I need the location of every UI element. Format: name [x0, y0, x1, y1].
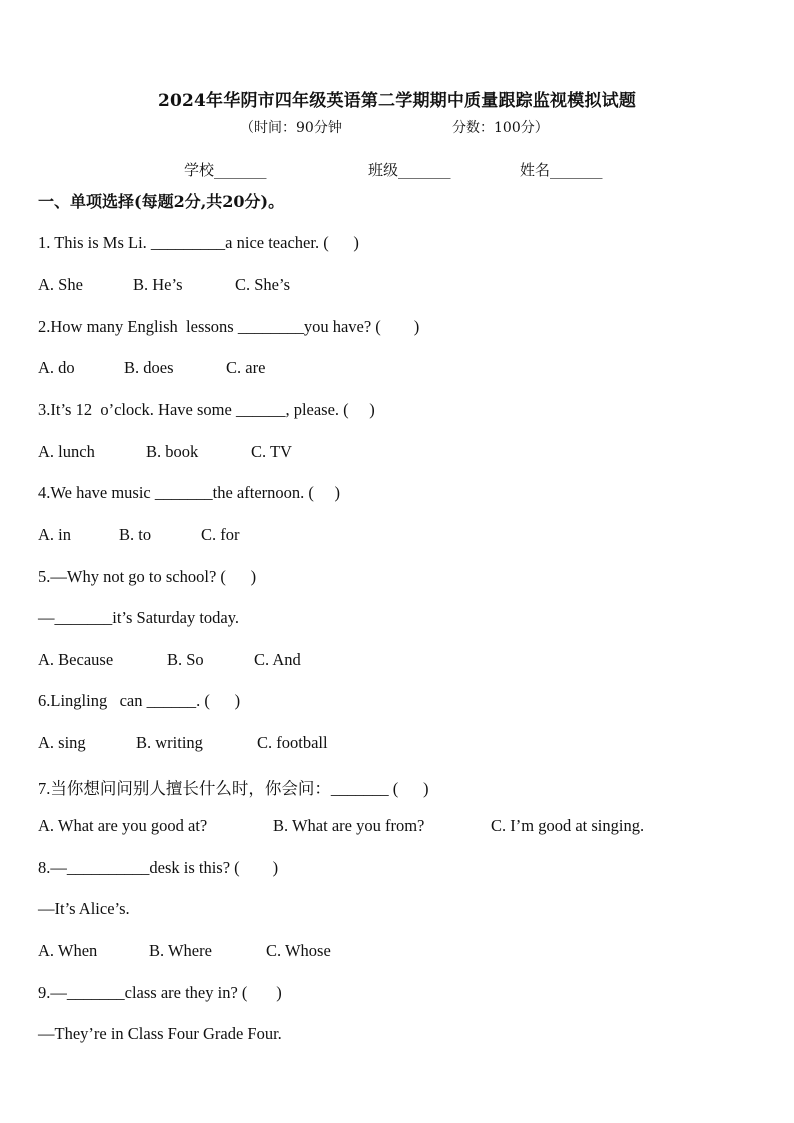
question-2-option-b: B. does — [124, 358, 174, 377]
question-8-reply: —It’s Alice’s. — [38, 899, 130, 918]
question-6-stem: 6.Lingling can ______. ( ) — [38, 691, 241, 710]
question-3-option-a: A. lunch — [38, 442, 95, 461]
question-7-stem: 7.当你想问问别人擅长什么时，你会问：_______ ( ) — [38, 779, 429, 798]
question-4-option-a: A. in — [38, 525, 71, 544]
question-8-stem: 8.—__________desk is this? ( ) — [38, 858, 279, 877]
question-6-option-a: A. sing — [38, 733, 86, 752]
question-5-reply: —_______it’s Saturday today. — [38, 608, 240, 627]
question-8-option-b: B. Where — [149, 941, 212, 960]
question-5-stem: 5.—Why not go to school? ( ) — [38, 567, 257, 586]
class-field: 班级_______ — [368, 161, 451, 179]
exam-title: 2024年华阴市四年级英语第二学期期中质量跟踪监视模拟试题 — [157, 91, 637, 111]
question-7-option-b: B. What are you from? — [273, 816, 425, 835]
name-field: 姓名_______ — [520, 161, 603, 179]
total-score: 分数：100分） — [452, 120, 549, 136]
question-5-option-b: B. So — [167, 650, 204, 669]
question-3-stem: 3.It’s 12 o’clock. Have some ______, please. ( ) — [38, 400, 375, 419]
question-9-stem: 9.—_______class are they in? ( ) — [38, 983, 282, 1002]
question-8-option-a: A. When — [38, 941, 98, 960]
question-4-option-b: B. to — [119, 525, 152, 544]
question-5-option-c: C. And — [254, 650, 301, 669]
question-1-stem: 1. This is Ms Li. _________a nice teacher. ( ) — [38, 233, 359, 252]
question-2-option-a: A. do — [38, 358, 75, 377]
question-7-option-c: C. I’m good at singing. — [491, 816, 645, 835]
question-1-option-c: C. She’s — [235, 275, 291, 294]
section-title: 一、单项选择(每题2分,共20分)。 — [38, 192, 285, 211]
school-field: 学校_______ — [184, 161, 267, 179]
question-3-option-b: B. book — [146, 442, 199, 461]
question-5-option-a: A. Because — [38, 650, 114, 669]
question-9-reply: —They’re in Class Four Grade Four. — [38, 1024, 282, 1043]
question-2-option-c: C. are — [226, 358, 266, 377]
question-6-option-b: B. writing — [136, 733, 203, 752]
question-3-option-c: C. TV — [251, 442, 292, 461]
question-4-stem: 4.We have music _______the afternoon. ( ) — [38, 483, 341, 502]
question-4-option-c: C. for — [201, 525, 240, 544]
question-6-option-c: C. football — [257, 733, 328, 752]
time-limit: （时间：90分钟 — [240, 120, 342, 136]
question-8-option-c: C. Whose — [266, 941, 331, 960]
question-1-option-b: B. He’s — [133, 275, 183, 294]
question-1-option-a: A. She — [38, 275, 83, 294]
question-7-option-a: A. What are you good at? — [38, 816, 208, 835]
question-2-stem: 2.How many English lessons ________you have? ( ) — [38, 317, 420, 336]
